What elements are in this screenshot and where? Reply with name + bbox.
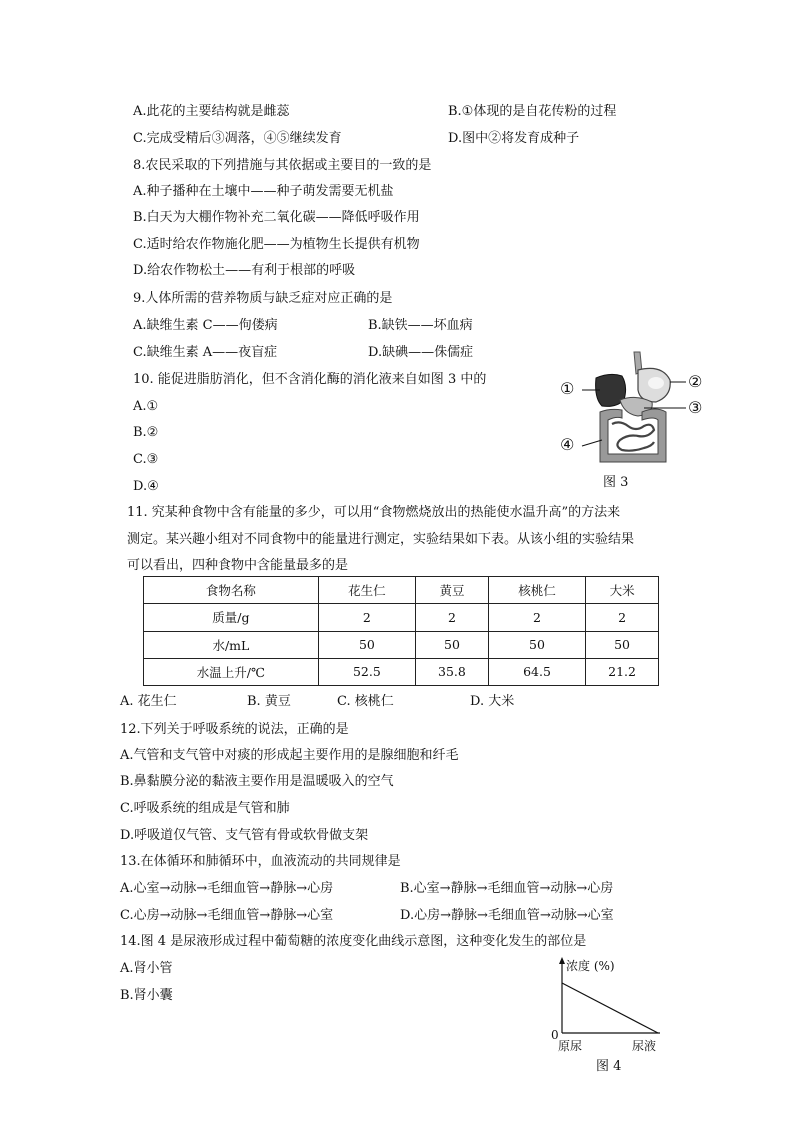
- digestive-system-figure: [558, 350, 718, 468]
- table-cell: 21.2: [586, 658, 659, 685]
- table-header-row: [144, 577, 659, 604]
- q11-option-b: B. 黄豆: [247, 694, 291, 709]
- q7-option-b: B.①体现的是自花传粉的过程: [448, 104, 617, 119]
- q9-option-c: C.缺维生素 A——夜盲症: [133, 345, 278, 360]
- figure3-label-4: ④: [560, 435, 575, 454]
- x-start-label: 原尿: [558, 1039, 583, 1053]
- q12-option-c: C.呼吸系统的组成是气管和肺: [120, 801, 290, 816]
- q8-option-b: B.白天为大棚作物补充二氧化碳——降低呼吸作用: [133, 210, 420, 225]
- q8-option-a: A.种子播种在土壤中——种子萌发需要无机盐: [133, 184, 394, 199]
- q10-stem: 10. 能促进脂肪消化，但不含消化酶的消化液来自如图 3 中的: [133, 372, 487, 387]
- q11-stem-line3: 可以看出，四种食物中含能量最多的是: [127, 558, 349, 573]
- food-energy-table: [143, 576, 659, 686]
- q12-option-d: D.呼吸道仅气管、支气管有骨或软骨做支架: [120, 828, 369, 843]
- q9-option-b: B.缺铁——坏血病: [368, 318, 473, 333]
- table-cell: 64.5: [488, 658, 585, 685]
- q13-option-a: A.心室→动脉→毛细血管→静脉→心房: [120, 881, 334, 896]
- q13-option-b: B.心室→静脉→毛细血管→动脉→心房: [400, 881, 614, 896]
- origin-label: 0: [551, 1028, 559, 1042]
- table-header-cell: 食物名称: [144, 577, 319, 604]
- q10-option-b: B.②: [133, 425, 159, 440]
- table-header-cell: 黄豆: [416, 577, 489, 604]
- figure3-caption: 图 3: [603, 475, 629, 490]
- q11-option-a: A. 花生仁: [120, 694, 177, 709]
- table-cell: 2: [586, 604, 659, 631]
- q9-option-d: D.缺碘——侏儒症: [368, 345, 474, 360]
- q9-stem: 9.人体所需的营养物质与缺乏症对应正确的是: [133, 291, 393, 306]
- q7-option-d: D.图中②将发育成种子: [448, 131, 580, 146]
- q11-stem-line1: 11. 究某种食物中含有能量的多少，可以用“食物燃烧放出的热能使水温升高”的方法来: [127, 505, 621, 520]
- q14-option-a: A.肾小管: [120, 961, 173, 976]
- y-axis-label: 浓度 (%): [566, 959, 615, 973]
- table-cell: 2: [488, 604, 585, 631]
- q13-option-c: C.心房→动脉→毛细血管→静脉→心室: [120, 908, 334, 923]
- table-cell: 水/mL: [144, 631, 319, 658]
- table-row: [144, 631, 659, 658]
- table-cell: 50: [488, 631, 585, 658]
- q13-option-d: D.心房→静脉→毛细血管→动脉→心室: [400, 908, 614, 923]
- y-axis-arrow: [559, 957, 565, 964]
- q11-option-d: D. 大米: [470, 694, 515, 709]
- q8-stem: 8.农民采取的下列措施与其依据或主要目的一致的是: [133, 158, 432, 173]
- table-header-cell: 大米: [586, 577, 659, 604]
- q8-option-c: C.适时给农作物施化肥——为植物生长提供有机物: [133, 237, 420, 252]
- glucose-concentration-figure: [548, 955, 668, 1055]
- table-cell: 质量/g: [144, 604, 319, 631]
- q10-option-c: C.③: [133, 452, 159, 467]
- figure3-label-3: ③: [688, 398, 703, 417]
- table-cell: 2: [318, 604, 415, 631]
- figure4-caption: 图 4: [596, 1059, 622, 1074]
- q12-option-a: A.气管和支气管中对痰的形成起主要作用的是腺细胞和纤毛: [120, 748, 459, 763]
- q12-stem: 12.下列关于呼吸系统的说法，正确的是: [120, 722, 349, 737]
- x-end-label: 尿液: [632, 1039, 657, 1053]
- table-row: [144, 658, 659, 685]
- table-cell: 2: [416, 604, 489, 631]
- q12-option-b: B.鼻黏膜分泌的黏液主要作用是温暖吸入的空气: [120, 774, 394, 789]
- q14-option-b: B.肾小囊: [120, 988, 173, 1003]
- table-header-cell: 核桃仁: [488, 577, 585, 604]
- table-cell: 水温上升/℃: [144, 658, 319, 685]
- figure3-label-1: ①: [560, 379, 575, 398]
- table-cell: 50: [318, 631, 415, 658]
- q11-option-c: C. 核桃仁: [337, 694, 394, 709]
- table-cell: 35.8: [416, 658, 489, 685]
- q10-option-a: A.①: [133, 399, 159, 414]
- figure3-label-2: ②: [688, 372, 703, 391]
- table-cell: 52.5: [318, 658, 415, 685]
- table-header-cell: 花生仁: [318, 577, 415, 604]
- q13-stem: 13.在体循环和肺循环中，血液流动的共同规律是: [120, 854, 401, 869]
- q10-option-d: D.④: [133, 479, 159, 494]
- q7-option-c: C.完成受精后③凋落，④⑤继续发育: [133, 131, 342, 146]
- table-cell: 50: [586, 631, 659, 658]
- table-cell: 50: [416, 631, 489, 658]
- q9-option-a: A.缺维生素 C——佝偻病: [133, 318, 278, 333]
- q8-option-d: D.给农作物松土——有利于根部的呼吸: [133, 263, 356, 278]
- concentration-curve: [562, 983, 658, 1033]
- q14-stem: 14.图 4 是尿液形成过程中葡萄糖的浓度变化曲线示意图，这种变化发生的部位是: [120, 934, 587, 949]
- q11-stem-line2: 测定。某兴趣小组对不同食物中的能量进行测定，实验结果如下表。从该小组的实验结果: [127, 532, 635, 547]
- table-row: [144, 604, 659, 631]
- q7-option-a: A.此花的主要结构就是雌蕊: [133, 104, 290, 119]
